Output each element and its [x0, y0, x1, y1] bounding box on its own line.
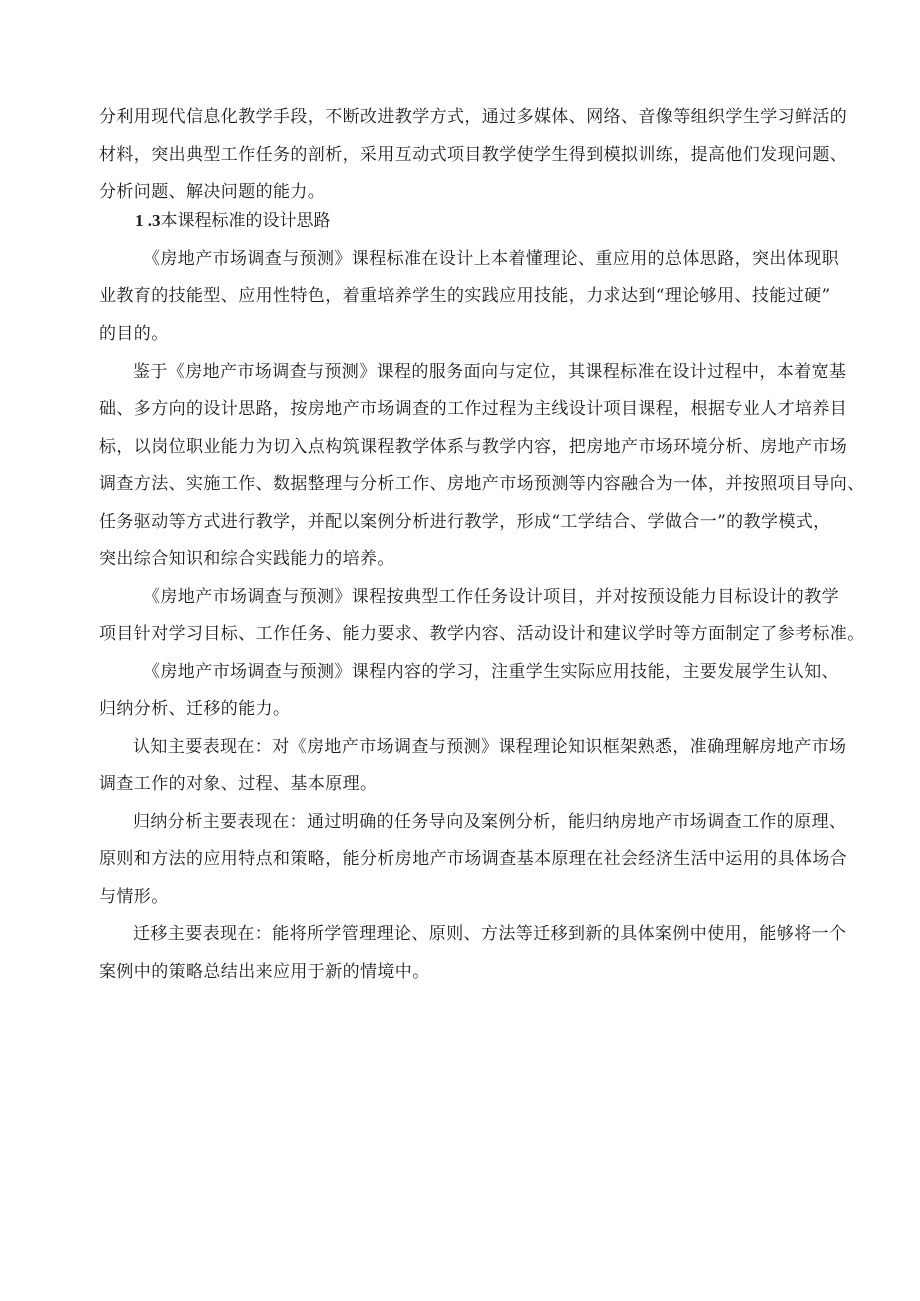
paragraph-line: 的目的。: [99, 324, 169, 344]
paragraph-line: 认知主要表现在：对《房地产市场调查与预测》课程理论知识框架熟悉，准确理解房地产市场: [133, 737, 847, 757]
intro-line: 材料，突出典型工作任务的剖析，采用互动式项目教学使学生得到模拟训练，提高他们发现问题、: [99, 145, 848, 165]
paragraph-line: 业教育的技能型、应用性特色，着重培养学生的实践应用技能，力求达到“理论够用、技能过硬”: [99, 286, 831, 306]
paragraph-line: 《房地产市场调查与预测》课程标准在设计上本着懂理论、重应用的总体思路，突出体现职: [143, 249, 839, 269]
paragraph-line: 调查工作的对象、过程、基本原理。: [99, 774, 378, 794]
paragraph-line: 标，以岗位职业能力为切入点构筑课程教学体系与教学内容，把房地产市场环境分析、房地产市场: [99, 437, 848, 457]
section-heading: [135, 211, 331, 231]
intro-line: 分利用现代信息化教学手段，不断改进教学方式，通过多媒体、网络、音像等组织学生学习鲜活的: [99, 107, 848, 127]
paragraph-line: 《房地产市场调查与预测》课程内容的学习，注重学生实际应用技能，主要发展学生认知、: [143, 662, 839, 682]
paragraph-line: 迁移主要表现在：能将所学管理理论、原则、方法等迁移到新的具体案例中使用，能够将一个: [133, 924, 847, 944]
section-title: 本课程标准的设计思路: [160, 211, 331, 231]
paragraph-line: 《房地产市场调查与预测》课程按典型工作任务设计项目，并对按预设能力目标设计的教学: [143, 587, 839, 607]
section-number: 1 .3: [135, 211, 161, 230]
paragraph-line: 原则和方法的应用特点和策略，能分析房地产市场调查基本原理在社会经济生活中运用的具体场合: [99, 849, 848, 869]
paragraph-line: 任务驱动等方式进行教学，并配以案例分析进行教学，形成“工学结合、学做合一”的教学模式，: [99, 512, 831, 532]
paragraph-line: 突出综合知识和综合实践能力的培养。: [99, 549, 395, 569]
paragraph-line: 案例中的策略总结出来应用于新的情境中。: [99, 962, 430, 982]
intro-line: 分析问题、解决问题的能力。: [99, 182, 326, 202]
paragraph-line: 与情形。: [99, 887, 169, 907]
paragraph-line: 归纳分析主要表现在：通过明确的任务导向及案例分析，能归纳房地产市场调查工作的原理、: [133, 812, 847, 832]
paragraph-line: 归纳分析、迁移的能力。: [99, 699, 291, 719]
paragraph-line: 调查方法、实施工作、数据整理与分析工作、房地产市场预测等内容融合为一体，并按照项目导向、: [99, 474, 865, 494]
paragraph-line: 础、多方向的设计思路，按房地产市场调查的工作过程为主线设计项目课程，根据专业人才培养目: [99, 399, 848, 419]
paragraph-line: 项目针对学习目标、工作任务、能力要求、教学内容、活动设计和建议学时等方面制定了参考标准。: [99, 624, 865, 644]
paragraph-line: 鉴于《房地产市场调查与预测》课程的服务面向与定位，其课程标准在设计过程中，本着宽基: [133, 362, 847, 382]
